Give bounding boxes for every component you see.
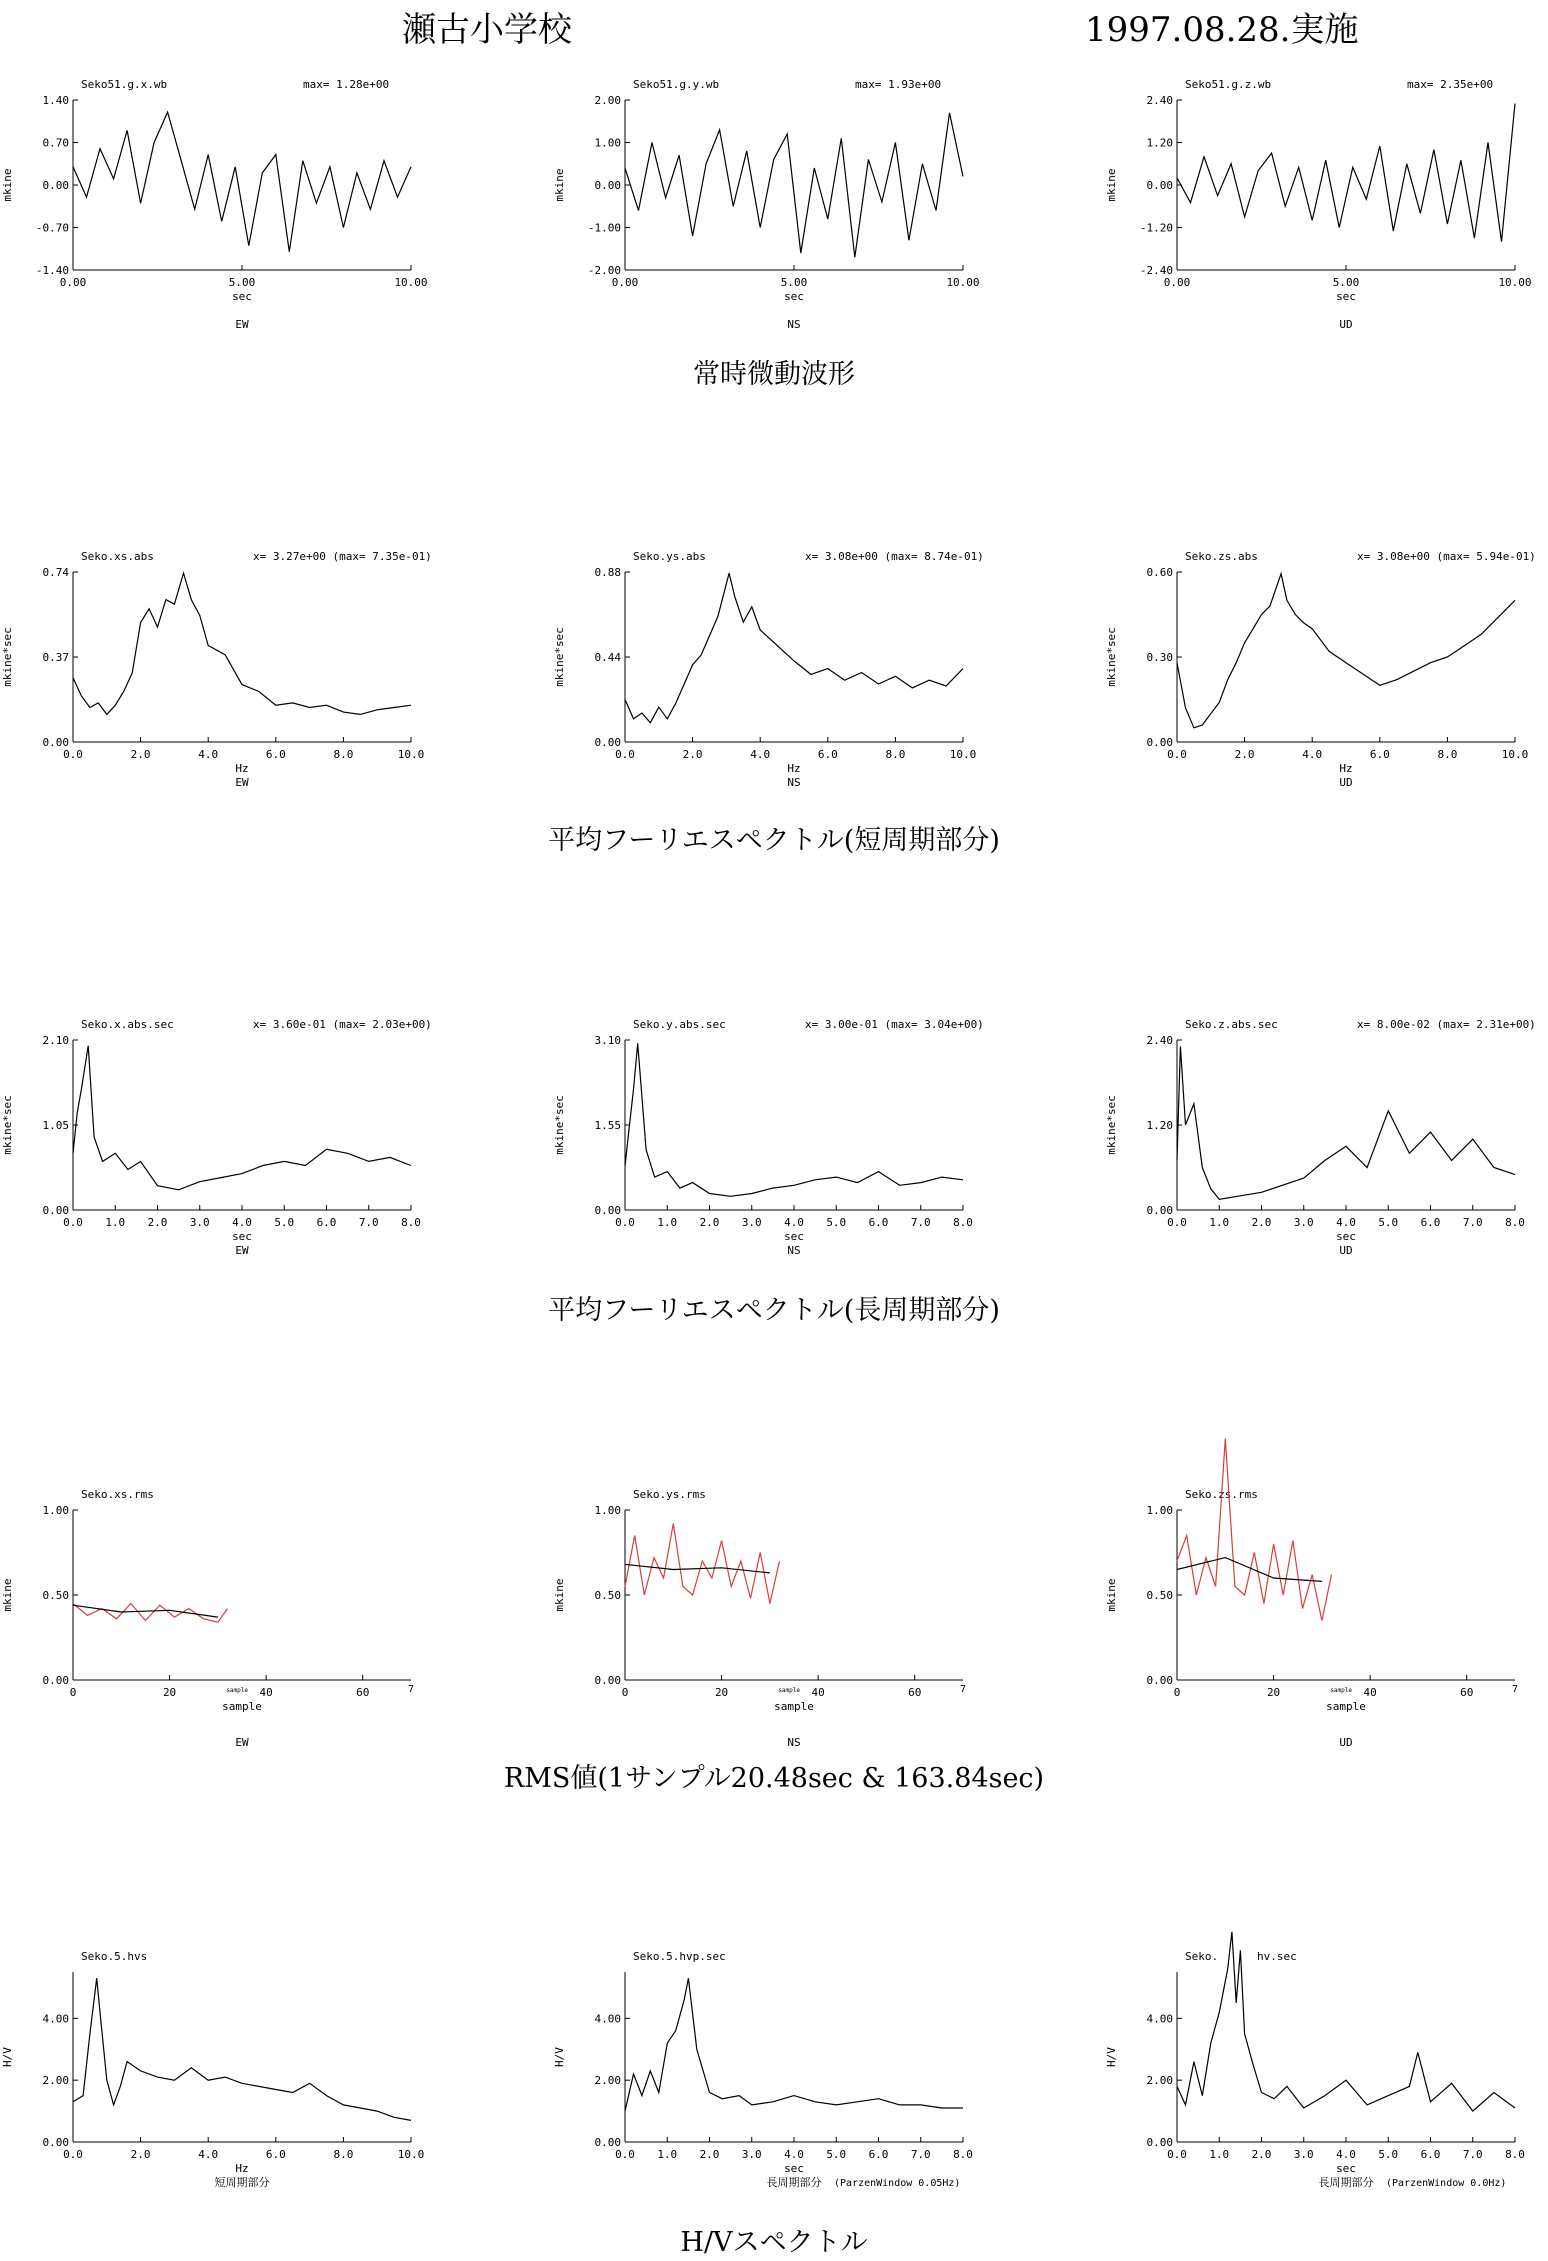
series-line-0 <box>625 1043 963 1196</box>
x-axis-label: Hz <box>787 762 801 775</box>
x-tick-label: 5.0 <box>826 2148 847 2161</box>
y-tick-label: -1.20 <box>1139 221 1173 235</box>
x-tick-label: 1.0 <box>657 1216 678 1229</box>
y-axis-label: mkine <box>553 1578 566 1612</box>
x-tick-label: 5.0 <box>1378 2148 1399 2161</box>
y-tick-label: 1.20 <box>1146 1119 1173 1132</box>
x-tick-label: 3.0 <box>1293 2148 1314 2161</box>
survey-date: 1997.08.28.実施 <box>1085 10 1359 50</box>
x-tick-label: 5.00 <box>228 276 256 289</box>
x-tick-label: 10.00 <box>946 276 980 289</box>
chart-header-file: Seko.x.abs.sec <box>81 1018 174 1031</box>
series-line-0 <box>625 1978 963 2111</box>
y-tick-label: 0.00 <box>1146 179 1173 192</box>
y-tick-label: 1.40 <box>42 94 69 107</box>
series-line-0 <box>625 1524 780 1604</box>
y-tick-label: 4.00 <box>1146 2012 1173 2026</box>
x-tick-label: 1.0 <box>657 2148 678 2161</box>
x-tick-label: 10.0 <box>397 748 425 761</box>
x-tick-label: 40 <box>259 1686 273 1699</box>
y-tick-label: 4.00 <box>42 2012 69 2026</box>
y-axis-label: mkine <box>1 1578 14 1612</box>
series-line-0 <box>1177 1932 1515 2111</box>
chart-header-file: Seko51.g.z.wb <box>1185 78 1272 91</box>
chart-header-file: Seko.zs.abs <box>1185 550 1258 563</box>
chart-4-1 <box>550 1932 1018 2222</box>
y-axis-label: mkine*sec <box>553 1095 566 1155</box>
x-tick-label: 0 <box>1173 1686 1181 1699</box>
x-tick-label: 0.0 <box>1167 2148 1187 2161</box>
x-tick-label: 0.0 <box>615 1216 635 1229</box>
y-tick-label: 0.00 <box>42 1204 69 1217</box>
y-tick-label: 2.40 <box>1146 1034 1173 1047</box>
x-tick-label: 8.0 <box>333 748 354 761</box>
chart-header-stats: x= 3.60e-01 (max= 2.03e+00) <box>253 1018 432 1031</box>
x-mid-label: sample <box>226 1687 249 1694</box>
chart-1-1 <box>550 532 1018 822</box>
x-tick-label: 10.0 <box>949 748 977 761</box>
y-tick-label: -2.40 <box>1139 264 1173 277</box>
series-line-0 <box>1177 1439 1332 1621</box>
component-label: 短周期部分 <box>214 2176 270 2189</box>
chart-2-1 <box>550 1000 1018 1290</box>
x-axis-label: sec <box>784 1230 804 1243</box>
chart-3-0 <box>0 1470 466 1760</box>
x-tick-label: 2.0 <box>1234 748 1255 761</box>
x-tick-label: 5.0 <box>826 1216 847 1229</box>
chart-0-2 <box>1102 60 1548 350</box>
chart-header-stats: x= 8.00e-02 (max= 2.31e+00) <box>1357 1018 1536 1031</box>
y-tick-label: 0.70 <box>42 136 69 150</box>
x-tick-label: 0.00 <box>611 276 639 289</box>
y-axis-label: H/V <box>553 2047 566 2067</box>
x-axis-label: Hz <box>235 2162 249 2175</box>
x-axis-label: sec <box>232 1230 252 1243</box>
x-tick-label: 6.0 <box>868 2148 889 2161</box>
x-tick-label: 4.0 <box>232 1216 252 1229</box>
chart-1-2 <box>1102 532 1548 822</box>
y-tick-label: 0.00 <box>1146 736 1173 749</box>
y-tick-label: 0.00 <box>594 2136 621 2149</box>
x-edge-label: 7 <box>959 1684 967 1695</box>
y-tick-label: 2.00 <box>594 2074 621 2088</box>
y-tick-label: 4.00 <box>594 2012 621 2026</box>
x-tick-label: 6.0 <box>265 2148 286 2161</box>
chart-3-2 <box>1102 1470 1548 1760</box>
y-tick-label: 3.10 <box>594 1034 621 1047</box>
series-line-1 <box>625 1564 770 1573</box>
y-axis-label: mkine <box>1105 168 1118 202</box>
x-tick-label: 4.0 <box>784 2148 804 2161</box>
x-tick-label: 7.0 <box>910 1216 931 1229</box>
y-axis-label: mkine*sec <box>1105 1095 1118 1155</box>
x-tick-label: 2.0 <box>699 2148 720 2161</box>
x-tick-label: 4.0 <box>750 748 771 761</box>
chart-header-stats: x= 3.27e+00 (max= 7.35e-01) <box>253 550 432 563</box>
x-tick-label: 2.0 <box>1251 1216 1272 1229</box>
x-tick-label: 2.0 <box>130 748 151 761</box>
x-tick-label: 4.0 <box>1336 2148 1356 2161</box>
x-tick-label: 10.00 <box>394 276 428 289</box>
x-tick-label: 8.0 <box>1505 1216 1525 1229</box>
x-tick-label: 6.0 <box>265 748 286 761</box>
x-tick-label: 0.0 <box>1167 748 1187 761</box>
x-axis-label: Hz <box>235 762 249 775</box>
x-tick-label: 8.0 <box>1505 2148 1525 2161</box>
y-tick-label: 0.37 <box>42 651 69 664</box>
y-tick-label: 0.30 <box>1146 651 1173 664</box>
x-tick-label: 20 <box>162 1686 177 1699</box>
x-tick-label: 2.0 <box>130 2148 151 2161</box>
x-tick-label: 6.0 <box>868 1216 889 1229</box>
chart-0-1 <box>550 60 1018 350</box>
x-tick-label: 40 <box>811 1686 825 1699</box>
y-tick-label: 0.00 <box>1146 1204 1173 1217</box>
chart-header-file: Seko51.g.x.wb <box>81 78 168 91</box>
series-line-0 <box>625 573 963 723</box>
component-label: UD <box>1339 1244 1353 1257</box>
series-line-1 <box>1177 1558 1322 1582</box>
x-tick-label: 5.00 <box>1332 276 1360 289</box>
y-tick-label: 0.00 <box>1146 2136 1173 2149</box>
y-tick-label: 2.40 <box>1146 94 1173 107</box>
component-label: NS <box>787 1736 801 1749</box>
x-tick-label: 0.00 <box>1163 276 1191 289</box>
x-tick-label: 0.0 <box>63 748 83 761</box>
series-line-0 <box>73 1978 411 2120</box>
chart-header-file: Seko.zs.rms <box>1185 1488 1258 1501</box>
x-edge-label: 7 <box>1511 1684 1519 1695</box>
x-tick-label: 3.0 <box>189 1216 210 1229</box>
y-tick-label: 1.00 <box>1146 1504 1173 1517</box>
y-tick-label: 2.00 <box>1146 2074 1173 2088</box>
school-name: 瀬古小学校 <box>402 10 572 50</box>
chart-header-file: Seko.xs.abs <box>81 550 154 563</box>
y-tick-label: 2.00 <box>594 94 621 107</box>
y-tick-label: -1.40 <box>35 264 69 277</box>
y-axis-label: H/V <box>1105 2047 1118 2067</box>
x-tick-label: 10.0 <box>397 2148 425 2161</box>
y-axis-label: mkine*sec <box>553 627 566 687</box>
y-tick-label: 1.00 <box>594 136 621 150</box>
series-line-0 <box>1177 104 1515 242</box>
x-tick-label: 3.0 <box>741 1216 762 1229</box>
component-label: UD <box>1339 1736 1353 1749</box>
y-tick-label: -0.70 <box>35 221 69 235</box>
series-line-0 <box>625 113 963 257</box>
y-tick-label: -2.00 <box>587 264 621 277</box>
chart-3-1 <box>550 1470 1018 1760</box>
chart-header-stats: max= 2.35e+00 <box>1407 78 1494 91</box>
x-tick-label: 0.0 <box>63 1216 83 1229</box>
y-tick-label: 0.50 <box>1146 1589 1173 1602</box>
y-tick-label: 0.00 <box>594 736 621 749</box>
rms-section-title: RMS値(1サンプル20.48sec & 163.84sec) <box>503 1763 1045 1794</box>
x-mid-label: sample <box>778 1687 801 1694</box>
chart-4-2 <box>1102 1932 1548 2222</box>
chart-2-2 <box>1102 1000 1548 1290</box>
component-note: (ParzenWindow 0.0Hz) <box>1386 2178 1507 2189</box>
x-tick-label: 2.0 <box>682 748 703 761</box>
x-axis-label: sample <box>1326 1700 1366 1713</box>
x-tick-label: 2.0 <box>699 1216 720 1229</box>
component-label: EW <box>235 1244 249 1257</box>
y-tick-label: 1.00 <box>42 1504 69 1517</box>
chart-1-0 <box>0 532 466 822</box>
x-tick-label: 8.0 <box>333 2148 354 2161</box>
x-axis-label: sec <box>784 290 804 303</box>
y-axis-label: mkine*sec <box>1 1095 14 1155</box>
component-label: 長周期部分 <box>1318 2176 1374 2189</box>
y-tick-label: 0.00 <box>594 179 621 192</box>
y-tick-label: 0.00 <box>42 1674 69 1687</box>
series-line-0 <box>1177 574 1515 728</box>
x-axis-label: sec <box>1336 1230 1356 1243</box>
chart-header-stats: x= 3.00e-01 (max= 3.04e+00) <box>805 1018 984 1031</box>
x-tick-label: 1.0 <box>1209 2148 1230 2161</box>
short-period-spectrum-title: 平均フーリエスペクトル(短周期部分) <box>548 825 1000 856</box>
chart-header-file: Seko.ys.abs <box>633 550 706 563</box>
x-tick-label: 7.0 <box>910 2148 931 2161</box>
waveform-section-title: 常時微動波形 <box>693 359 855 390</box>
y-tick-label: -1.00 <box>587 221 621 235</box>
y-tick-label: 0.00 <box>42 2136 69 2149</box>
x-tick-label: 0.0 <box>1167 1216 1187 1229</box>
chart-header-file: Seko. <box>1185 1950 1219 1963</box>
series-line-0 <box>73 573 411 714</box>
x-axis-label: sec <box>1336 2162 1356 2175</box>
y-tick-label: 0.44 <box>594 651 621 664</box>
x-tick-label: 20 <box>714 1686 729 1699</box>
x-tick-label: 6.0 <box>316 1216 337 1229</box>
x-tick-label: 60 <box>1460 1686 1474 1699</box>
component-note: (ParzenWindow 0.05Hz) <box>834 2178 961 2189</box>
y-tick-label: 1.55 <box>594 1119 621 1132</box>
x-tick-label: 4.0 <box>198 2148 219 2161</box>
x-tick-label: 8.0 <box>401 1216 421 1229</box>
y-tick-label: 0.50 <box>594 1589 621 1602</box>
series-line-0 <box>73 1046 411 1190</box>
x-tick-label: 60 <box>908 1686 922 1699</box>
x-tick-label: 8.0 <box>1437 748 1458 761</box>
chart-header-file: Seko.5.hvs <box>81 1950 148 1963</box>
chart-0-0 <box>0 60 466 350</box>
x-tick-label: 1.0 <box>1209 1216 1230 1229</box>
chart-header-file: Seko51.g.y.wb <box>633 78 720 91</box>
x-tick-label: 4.0 <box>1302 748 1323 761</box>
x-tick-label: 6.0 <box>1369 748 1390 761</box>
x-tick-label: 3.0 <box>741 2148 762 2161</box>
long-period-spectrum-title: 平均フーリエスペクトル(長周期部分) <box>548 1295 1000 1326</box>
x-tick-label: 8.0 <box>885 748 906 761</box>
component-label: NS <box>787 776 801 789</box>
x-axis-label: sec <box>1336 290 1356 303</box>
x-tick-label: 40 <box>1363 1686 1377 1699</box>
y-axis-label: mkine <box>1 168 14 202</box>
chart-header-file-cont: hv.sec <box>1257 1950 1297 1963</box>
chart-header-file: Seko.5.hvp.sec <box>633 1950 726 1963</box>
x-mid-label: sample <box>1330 1687 1353 1694</box>
x-tick-label: 20 <box>1266 1686 1281 1699</box>
chart-header-stats: max= 1.28e+00 <box>303 78 390 91</box>
chart-header-stats: x= 3.08e+00 (max= 5.94e-01) <box>1357 550 1536 563</box>
y-tick-label: 0.00 <box>1146 1674 1173 1687</box>
x-tick-label: 60 <box>356 1686 370 1699</box>
chart-header-file: Seko.ys.rms <box>633 1488 706 1501</box>
y-axis-label: mkine <box>1105 1578 1118 1612</box>
x-tick-label: 6.0 <box>817 748 838 761</box>
x-axis-label: Hz <box>1339 762 1353 775</box>
x-tick-label: 0.0 <box>63 2148 83 2161</box>
x-axis-label: sample <box>774 1700 814 1713</box>
y-tick-label: 1.00 <box>594 1504 621 1517</box>
x-tick-label: 7.0 <box>1462 2148 1483 2161</box>
x-axis-label: sec <box>784 2162 804 2175</box>
y-axis-label: mkine*sec <box>1105 627 1118 687</box>
x-tick-label: 10.00 <box>1498 276 1532 289</box>
x-tick-label: 2.0 <box>1251 2148 1272 2161</box>
series-line-0 <box>1177 1046 1515 1199</box>
hv-spectrum-title: H/Vスペクトル <box>680 2227 868 2258</box>
component-label: UD <box>1339 318 1353 331</box>
y-tick-label: 1.05 <box>42 1119 69 1132</box>
y-tick-label: 0.00 <box>594 1204 621 1217</box>
y-tick-label: 2.10 <box>42 1034 69 1047</box>
y-axis-label: mkine*sec <box>1 627 14 687</box>
x-edge-label: 7 <box>407 1684 415 1695</box>
x-tick-label: 4.0 <box>1336 1216 1356 1229</box>
x-tick-label: 0 <box>621 1686 629 1699</box>
y-axis-label: H/V <box>1 2047 14 2067</box>
chart-header-stats: max= 1.93e+00 <box>855 78 942 91</box>
x-tick-label: 6.0 <box>1420 2148 1441 2161</box>
y-tick-label: 0.00 <box>42 736 69 749</box>
y-axis-label: mkine <box>553 168 566 202</box>
y-tick-label: 2.00 <box>42 2074 69 2088</box>
x-tick-label: 0.0 <box>615 2148 635 2161</box>
series-line-1 <box>73 1605 218 1617</box>
x-tick-label: 8.0 <box>953 1216 973 1229</box>
chart-2-0 <box>0 1000 466 1290</box>
y-tick-label: 0.50 <box>42 1589 69 1602</box>
component-label: UD <box>1339 776 1353 789</box>
x-tick-label: 7.0 <box>1462 1216 1483 1229</box>
y-tick-label: 0.74 <box>42 566 69 579</box>
component-label: EW <box>235 776 249 789</box>
series-line-0 <box>73 1604 228 1623</box>
x-tick-label: 4.0 <box>198 748 219 761</box>
x-tick-label: 5.00 <box>780 276 808 289</box>
x-tick-label: 7.0 <box>358 1216 379 1229</box>
x-tick-label: 4.0 <box>784 1216 804 1229</box>
component-label: NS <box>787 1244 801 1257</box>
chart-header-file: Seko.y.abs.sec <box>633 1018 726 1031</box>
x-tick-label: 10.0 <box>1501 748 1529 761</box>
chart-header-file: Seko.z.abs.sec <box>1185 1018 1278 1031</box>
y-tick-label: 1.20 <box>1146 136 1173 150</box>
component-label: EW <box>235 1736 249 1749</box>
x-tick-label: 5.0 <box>274 1216 295 1229</box>
chart-4-0 <box>0 1932 466 2222</box>
x-axis-label: sec <box>232 290 252 303</box>
y-tick-label: 0.60 <box>1146 566 1173 579</box>
x-tick-label: 5.0 <box>1378 1216 1399 1229</box>
y-tick-label: 0.00 <box>594 1674 621 1687</box>
y-tick-label: 0.00 <box>42 179 69 192</box>
x-tick-label: 0.00 <box>59 276 87 289</box>
chart-header-stats: x= 3.08e+00 (max= 8.74e-01) <box>805 550 984 563</box>
x-tick-label: 0 <box>69 1686 77 1699</box>
x-axis-label: sample <box>222 1700 262 1713</box>
x-tick-label: 3.0 <box>1293 1216 1314 1229</box>
component-label: 長周期部分 <box>766 2176 822 2189</box>
series-line-0 <box>73 112 411 252</box>
x-tick-label: 0.0 <box>615 748 635 761</box>
x-tick-label: 8.0 <box>953 2148 973 2161</box>
x-tick-label: 1.0 <box>105 1216 126 1229</box>
x-tick-label: 2.0 <box>147 1216 168 1229</box>
component-label: EW <box>235 318 249 331</box>
chart-header-file: Seko.xs.rms <box>81 1488 154 1501</box>
y-tick-label: 0.88 <box>594 566 621 579</box>
component-label: NS <box>787 318 801 331</box>
x-tick-label: 6.0 <box>1420 1216 1441 1229</box>
